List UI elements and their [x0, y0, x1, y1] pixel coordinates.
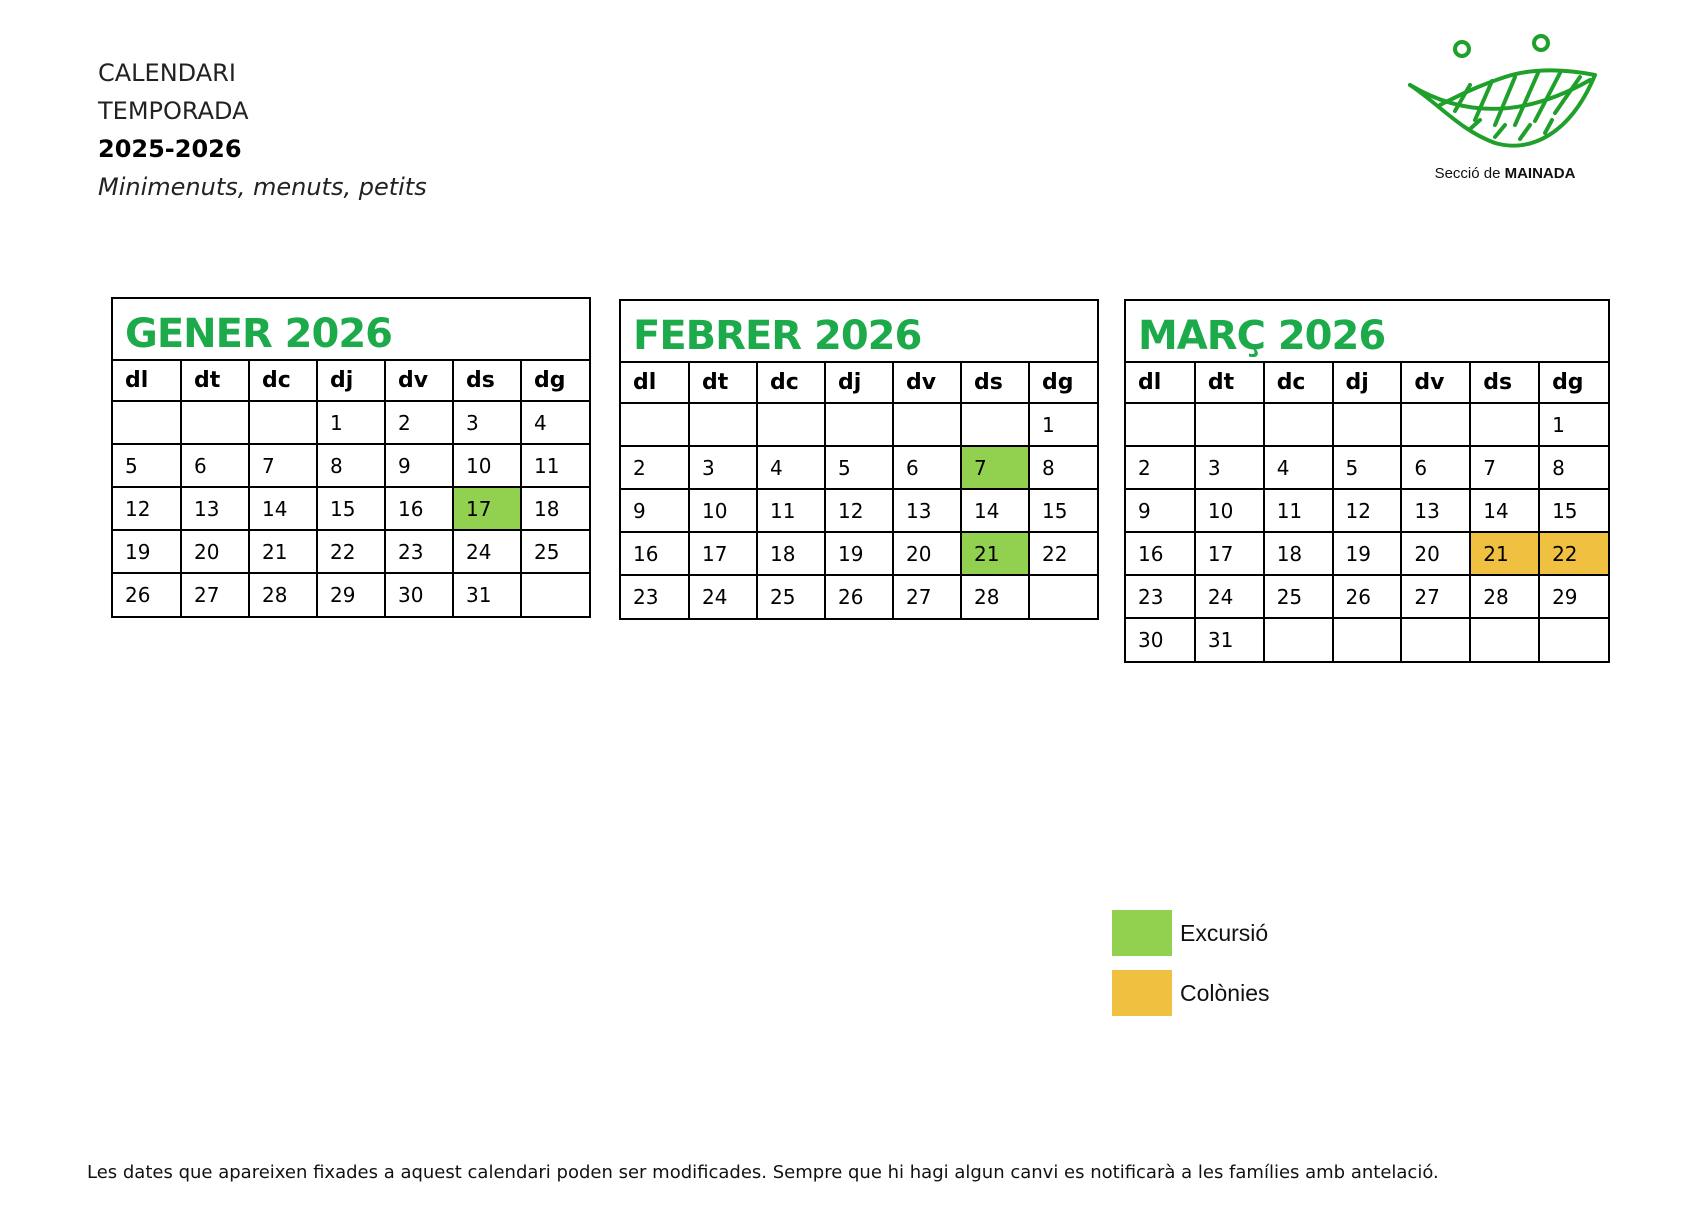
calendar-febrer	[619, 299, 1099, 620]
weekday-header: ds	[453, 361, 521, 401]
day-cell: 1	[1539, 403, 1608, 446]
empty-day-cell	[1264, 403, 1333, 446]
weekday-header: dj	[317, 361, 385, 401]
weekday-header: dc	[757, 363, 825, 403]
day-cell: 25	[521, 530, 589, 573]
week-row	[621, 446, 1097, 489]
day-cell: 10	[689, 489, 757, 532]
header-line-temporada: TEMPORADA	[98, 97, 249, 125]
week-row	[113, 444, 589, 487]
week-row	[1126, 618, 1608, 661]
legend-item-excursio	[1112, 910, 1270, 956]
day-cell: 24	[1195, 575, 1264, 618]
day-cell: 18	[521, 487, 589, 530]
day-cell: 16	[1126, 532, 1195, 575]
weekday-header: dj	[825, 363, 893, 403]
empty-day-cell	[1333, 403, 1402, 446]
day-cell: 22	[317, 530, 385, 573]
day-cell: 9	[385, 444, 453, 487]
header-line-calendari: CALENDARI	[98, 59, 236, 87]
day-cell: 3	[689, 446, 757, 489]
week-row	[621, 489, 1097, 532]
day-cell: 11	[1264, 489, 1333, 532]
day-cell: 16	[385, 487, 453, 530]
day-cell: 15	[317, 487, 385, 530]
weekday-header: ds	[1470, 363, 1539, 403]
day-cell: 20	[1401, 532, 1470, 575]
day-cell: 24	[453, 530, 521, 573]
week-row	[113, 530, 589, 573]
legend	[1112, 910, 1270, 1030]
day-cell: 6	[181, 444, 249, 487]
calendar-title: MARÇ 2026	[1126, 301, 1608, 363]
day-cell: 5	[825, 446, 893, 489]
day-cell: 2	[621, 446, 689, 489]
day-cell: 28	[961, 575, 1029, 618]
weekday-header: dl	[1126, 363, 1195, 403]
logo-caption-bold: MAINADA	[1504, 165, 1576, 182]
calendar-grid	[621, 363, 1097, 618]
week-row	[1126, 446, 1608, 489]
empty-day-cell	[1195, 403, 1264, 446]
weekday-header: dg	[521, 361, 589, 401]
day-cell: 20	[181, 530, 249, 573]
week-row	[113, 487, 589, 530]
day-cell: 1	[317, 401, 385, 444]
day-cell: 26	[113, 573, 181, 616]
mainada-logo	[1400, 25, 1610, 190]
colonies-swatch	[1112, 970, 1172, 1016]
weekday-header: dv	[893, 363, 961, 403]
weekday-header: dg	[1029, 363, 1097, 403]
weekday-header: dj	[1333, 363, 1402, 403]
day-cell: 29	[317, 573, 385, 616]
day-cell: 4	[521, 401, 589, 444]
day-cell: 3	[1195, 446, 1264, 489]
calendar-marc	[1124, 299, 1610, 663]
groups-label: Minimenuts, menuts, petits	[98, 173, 427, 201]
day-cell: 22	[1029, 532, 1097, 575]
day-cell: 14	[1470, 489, 1539, 532]
day-cell: 25	[757, 575, 825, 618]
empty-day-cell	[1470, 403, 1539, 446]
weekday-header: dl	[113, 361, 181, 401]
leaf-logo-icon	[1400, 25, 1610, 165]
day-cell: 11	[521, 444, 589, 487]
weekday-header: dl	[621, 363, 689, 403]
calendar-title: GENER 2026	[113, 299, 589, 361]
day-cell: 2	[1126, 446, 1195, 489]
day-cell: 23	[1126, 575, 1195, 618]
legend-label: Excursió	[1180, 919, 1269, 946]
season-label: 2025-2026	[98, 135, 242, 163]
calendar-grid	[113, 361, 589, 616]
day-cell: 7	[249, 444, 317, 487]
logo-caption	[1400, 165, 1610, 182]
day-cell: 24	[689, 575, 757, 618]
week-row	[621, 532, 1097, 575]
day-cell: 22	[1539, 532, 1608, 575]
footer-note: Les dates que apareixen fixades a aquest calendari poden ser modificades. Sempre que hi hagi algun canvi es notificarà a les famílies amb antelació.	[87, 1162, 1439, 1183]
day-cell: 21	[249, 530, 317, 573]
weekday-header: dt	[1195, 363, 1264, 403]
day-cell: 1	[1029, 403, 1097, 446]
legend-item-colonies	[1112, 970, 1270, 1016]
day-cell: 27	[181, 573, 249, 616]
empty-day-cell	[621, 403, 689, 446]
day-cell: 23	[385, 530, 453, 573]
empty-day-cell	[757, 403, 825, 446]
day-cell: 6	[1401, 446, 1470, 489]
day-cell: 26	[1333, 575, 1402, 618]
day-cell: 17	[453, 487, 521, 530]
day-cell: 29	[1539, 575, 1608, 618]
day-cell: 17	[1195, 532, 1264, 575]
day-cell: 26	[825, 575, 893, 618]
week-row	[621, 403, 1097, 446]
week-row	[113, 573, 589, 616]
empty-day-cell	[113, 401, 181, 444]
day-cell: 4	[757, 446, 825, 489]
empty-day-cell	[1126, 403, 1195, 446]
day-cell: 30	[1126, 618, 1195, 661]
empty-day-cell	[1029, 575, 1097, 618]
week-row	[1126, 575, 1608, 618]
weekday-header: dv	[385, 361, 453, 401]
week-row	[1126, 489, 1608, 532]
empty-day-cell	[181, 401, 249, 444]
day-cell: 15	[1539, 489, 1608, 532]
day-cell: 12	[1333, 489, 1402, 532]
legend-label: Colònies	[1180, 979, 1270, 1006]
day-cell: 30	[385, 573, 453, 616]
day-cell: 8	[317, 444, 385, 487]
day-cell: 19	[825, 532, 893, 575]
day-cell: 8	[1029, 446, 1097, 489]
day-cell: 25	[1264, 575, 1333, 618]
day-cell: 2	[385, 401, 453, 444]
day-cell: 9	[621, 489, 689, 532]
day-cell: 18	[1264, 532, 1333, 575]
day-cell: 14	[961, 489, 1029, 532]
day-cell: 5	[1333, 446, 1402, 489]
day-cell: 19	[113, 530, 181, 573]
empty-day-cell	[521, 573, 589, 616]
day-cell: 16	[621, 532, 689, 575]
empty-day-cell	[1333, 618, 1402, 661]
weekday-header: dc	[1264, 363, 1333, 403]
document-header	[98, 54, 427, 206]
day-cell: 12	[113, 487, 181, 530]
excursio-swatch	[1112, 910, 1172, 956]
empty-day-cell	[1264, 618, 1333, 661]
day-cell: 8	[1539, 446, 1608, 489]
empty-day-cell	[893, 403, 961, 446]
weekday-header: dg	[1539, 363, 1608, 403]
weekday-header: dt	[181, 361, 249, 401]
day-cell: 7	[1470, 446, 1539, 489]
weekday-header: ds	[961, 363, 1029, 403]
empty-day-cell	[1401, 618, 1470, 661]
day-cell: 31	[1195, 618, 1264, 661]
day-cell: 9	[1126, 489, 1195, 532]
empty-day-cell	[1401, 403, 1470, 446]
week-row	[621, 575, 1097, 618]
day-cell: 4	[1264, 446, 1333, 489]
weekday-header: dv	[1401, 363, 1470, 403]
day-cell: 7	[961, 446, 1029, 489]
day-cell: 12	[825, 489, 893, 532]
day-cell: 27	[893, 575, 961, 618]
empty-day-cell	[825, 403, 893, 446]
empty-day-cell	[961, 403, 1029, 446]
empty-day-cell	[249, 401, 317, 444]
weekday-header: dt	[689, 363, 757, 403]
day-cell: 19	[1333, 532, 1402, 575]
empty-day-cell	[689, 403, 757, 446]
logo-caption-prefix: Secció de	[1434, 165, 1505, 182]
weekday-header: dc	[249, 361, 317, 401]
day-cell: 28	[249, 573, 317, 616]
day-cell: 10	[1195, 489, 1264, 532]
week-row	[1126, 403, 1608, 446]
day-cell: 5	[113, 444, 181, 487]
calendar-gener	[111, 297, 591, 618]
day-cell: 3	[453, 401, 521, 444]
day-cell: 31	[453, 573, 521, 616]
day-cell: 28	[1470, 575, 1539, 618]
calendar-grid	[1126, 363, 1608, 661]
day-cell: 11	[757, 489, 825, 532]
day-cell: 13	[181, 487, 249, 530]
day-cell: 21	[1470, 532, 1539, 575]
empty-day-cell	[1539, 618, 1608, 661]
day-cell: 27	[1401, 575, 1470, 618]
day-cell: 17	[689, 532, 757, 575]
day-cell: 21	[961, 532, 1029, 575]
day-cell: 13	[893, 489, 961, 532]
day-cell: 14	[249, 487, 317, 530]
day-cell: 10	[453, 444, 521, 487]
week-row	[113, 401, 589, 444]
day-cell: 18	[757, 532, 825, 575]
day-cell: 23	[621, 575, 689, 618]
empty-day-cell	[1470, 618, 1539, 661]
day-cell: 6	[893, 446, 961, 489]
week-row	[1126, 532, 1608, 575]
day-cell: 20	[893, 532, 961, 575]
calendar-title: FEBRER 2026	[621, 301, 1097, 363]
day-cell: 13	[1401, 489, 1470, 532]
day-cell: 15	[1029, 489, 1097, 532]
